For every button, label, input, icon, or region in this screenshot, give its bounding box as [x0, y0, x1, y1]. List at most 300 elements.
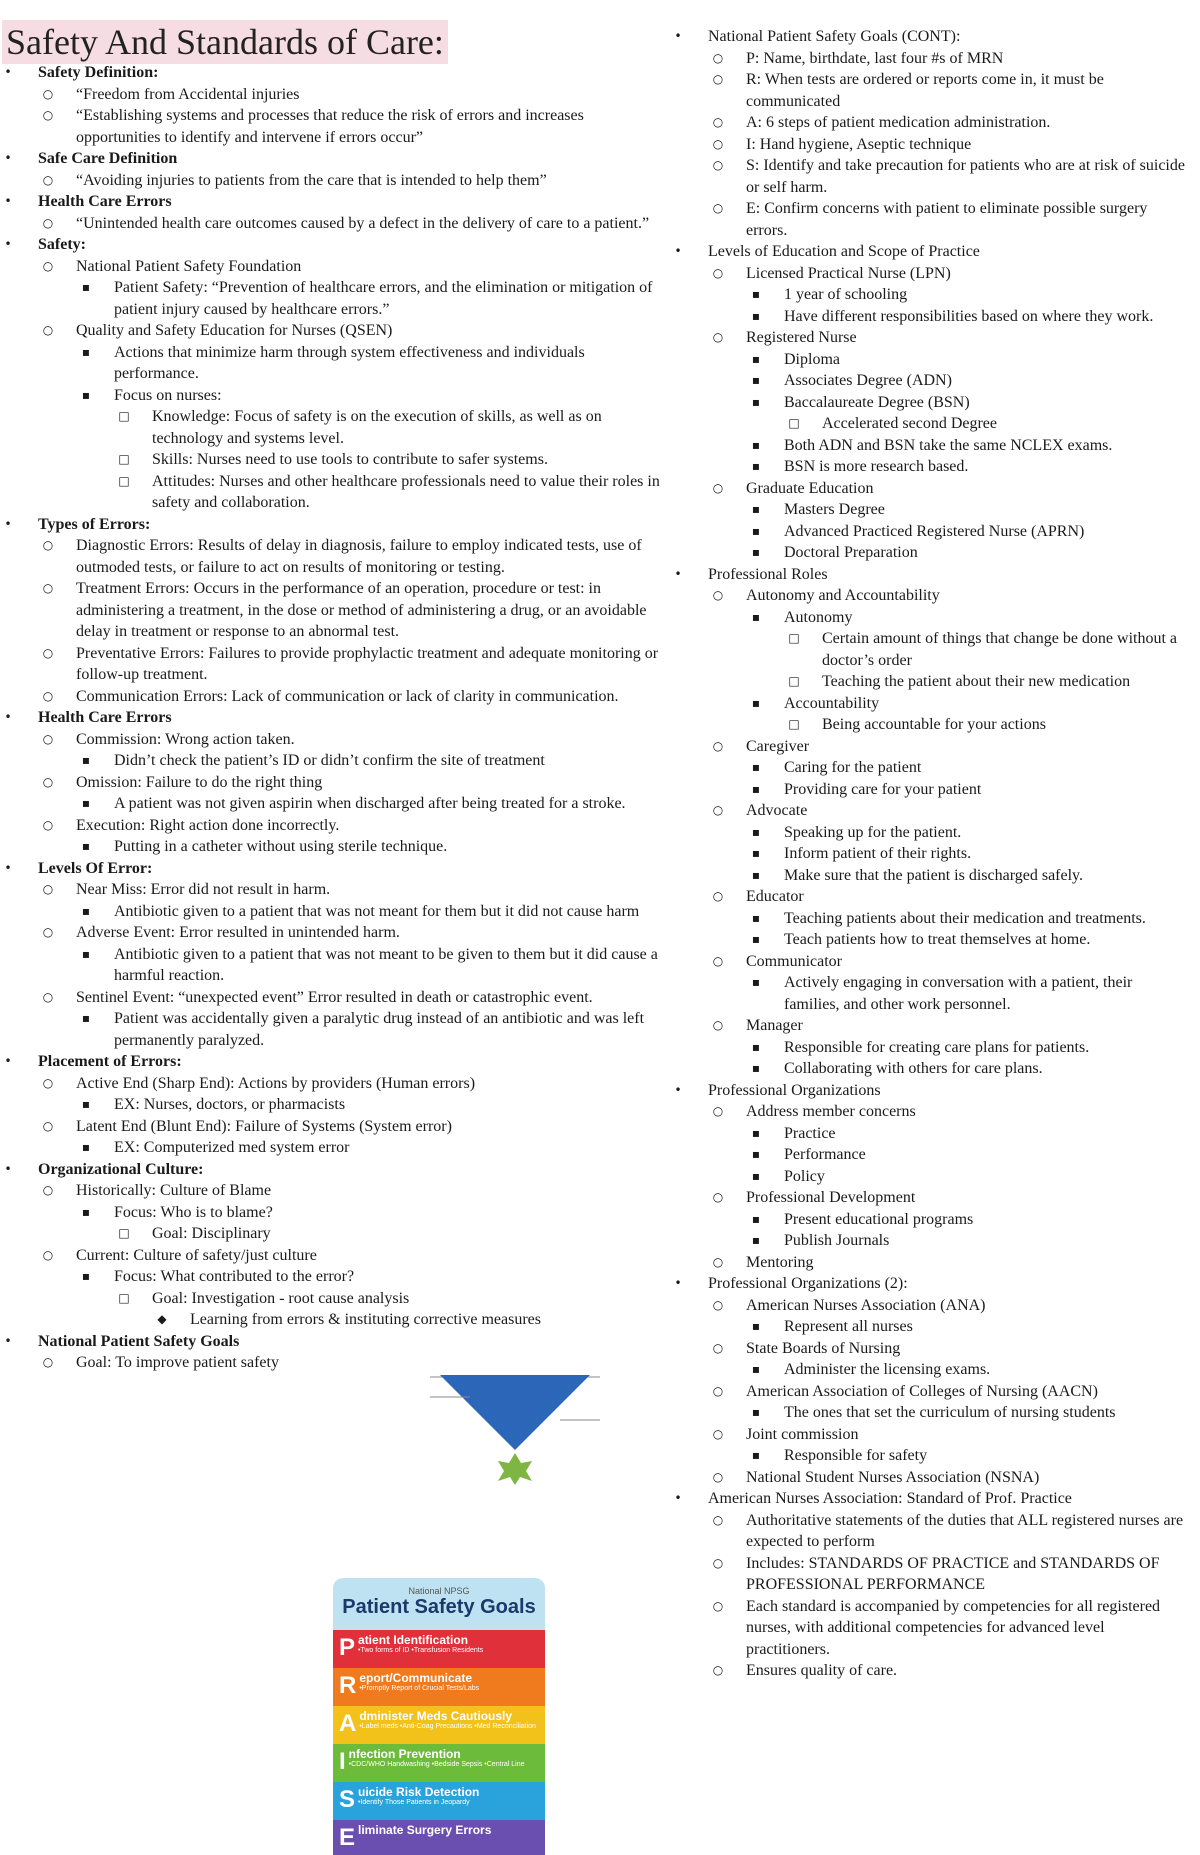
- list-item: [674, 564, 1188, 1080]
- bullet-icon: ○: [712, 1512, 724, 1527]
- bullet-icon: ▪: [81, 387, 91, 402]
- list-item: [712, 585, 1188, 736]
- list-item: [788, 413, 1188, 435]
- outline-list: [751, 1123, 1188, 1188]
- bullet-icon: •: [4, 710, 12, 724]
- list-item: [42, 1245, 666, 1331]
- bullet-icon: •: [4, 237, 12, 251]
- bullet-icon: ▪: [81, 839, 91, 853]
- psg-row: [333, 1820, 545, 1855]
- list-item: [712, 478, 1188, 564]
- list-item-text: Educator: [746, 888, 804, 905]
- list-item: [4, 62, 666, 148]
- bullet-icon: ▪: [751, 975, 761, 989]
- list-item-text: State Boards of Nursing: [746, 1339, 901, 1357]
- bullet-icon: ○: [712, 201, 724, 215]
- list-item-text: Autonomy and Accountability: [746, 587, 940, 604]
- psg-letter: E: [339, 1824, 356, 1851]
- bullet-icon: ▪: [751, 1448, 761, 1462]
- outline-list: [751, 284, 1188, 327]
- list-item-text: Performance: [784, 1146, 866, 1163]
- list-item: [712, 155, 1188, 198]
- list-item-text: Levels Of Error:: [38, 859, 153, 877]
- list-item: [751, 1166, 1188, 1188]
- list-item-text: Execution: Right action done incorrectly.: [76, 816, 340, 834]
- list-item: [42, 320, 666, 514]
- error-triangle-figure: [430, 1365, 600, 1485]
- list-item-text: Licensed Practical Nurse (LPN): [746, 264, 951, 282]
- list-item-text: “Avoiding injuries to patients from the care that is intended to help them”: [76, 171, 547, 189]
- bullet-icon: ▪: [751, 695, 761, 710]
- list-item: [712, 198, 1188, 241]
- psg-row: [333, 1630, 545, 1668]
- list-item-text: Authoritative statements of the duties that ALL registered nurses are expected to perform: [746, 1511, 1184, 1550]
- outline-list: [157, 1309, 666, 1331]
- bullet-icon: ▪: [751, 1405, 761, 1419]
- bullet-icon: ○: [42, 645, 54, 660]
- list-item-text: Treatment Errors: Occurs in the performance of an operation, procedure or test: in administering a treatment, in the dose or method of administering a drug, or an avoidable delay in treatment or response to an abnormal test.: [76, 580, 647, 640]
- list-item-text: National Patient Safety Goals: [38, 1332, 240, 1350]
- outline-list: [42, 256, 666, 514]
- list-item: [751, 499, 1188, 521]
- bullet-icon: ○: [42, 172, 54, 187]
- list-item: [712, 951, 1188, 1016]
- list-item: [4, 234, 666, 514]
- bullet-icon: ○: [42, 1183, 54, 1197]
- psg-sub: •Identify Those Patients in Jeopardy: [358, 1799, 470, 1806]
- list-item: [712, 1015, 1188, 1080]
- list-item-text: Doctoral Preparation: [784, 544, 918, 561]
- bullet-icon: ▪: [751, 545, 761, 559]
- bullet-icon: ▪: [81, 1097, 91, 1111]
- list-item-text: Practice: [784, 1124, 836, 1142]
- outline-list: [788, 714, 1188, 736]
- bullet-icon: •: [674, 1276, 682, 1290]
- list-item-text: Each standard is accompanied by competencies for all registered nurses, with additional competencies for advanced level practitioners.: [746, 1597, 1161, 1658]
- bullet-icon: ○: [712, 1383, 724, 1398]
- list-item-text: Levels of Education and Scope of Practice: [708, 243, 980, 260]
- list-item: [81, 944, 666, 987]
- list-item-text: Antibiotic given to a patient that was not meant to be given to them but it did cause a harmful reaction.: [114, 945, 658, 984]
- list-item-text: Mentoring: [746, 1253, 814, 1271]
- bullet-icon: ▪: [751, 1211, 761, 1226]
- bullet-icon: ○: [712, 330, 724, 344]
- sentinel-star: [498, 1453, 532, 1485]
- list-item: [751, 456, 1188, 478]
- list-item-text: Publish Journals: [784, 1232, 890, 1249]
- list-item-text: Antibiotic given to a patient that was not meant for them but it did not cause harm: [114, 902, 640, 920]
- list-item: [751, 1445, 1188, 1467]
- bullet-icon: ○: [712, 1297, 724, 1312]
- list-item-text: Teaching patients about their medication and treatments.: [784, 909, 1146, 927]
- outline-list: [788, 413, 1188, 435]
- list-item: [751, 865, 1188, 887]
- list-item-text: Patient was accidentally given a paralytic drug instead of an antibiotic and was left permanently paralyzed.: [114, 1010, 645, 1049]
- bullet-icon: ○: [712, 50, 724, 65]
- list-item: [712, 736, 1188, 801]
- psg-letter: P: [339, 1634, 356, 1661]
- list-item: [712, 1510, 1188, 1553]
- outline-list: [751, 349, 1188, 478]
- list-item-text: Baccalaureate Degree (BSN): [784, 393, 970, 411]
- list-item-text: Commission: Wrong action taken.: [76, 730, 295, 748]
- outline-list: [712, 1101, 1188, 1273]
- outline-list: [81, 1202, 666, 1245]
- list-item: [42, 643, 666, 686]
- list-item-text: Adverse Event: Error resulted in unintended harm.: [76, 924, 400, 941]
- list-item-text: Professional Organizations: [708, 1081, 881, 1099]
- list-item: [751, 908, 1188, 930]
- list-item-text: Focus: Who is to blame?: [114, 1203, 273, 1221]
- list-item: [42, 256, 666, 321]
- patient-safety-goals-figure: [333, 1578, 545, 1855]
- list-item-text: Communicator: [746, 952, 842, 970]
- bullet-icon: ▪: [751, 1319, 761, 1333]
- list-item-text: Present educational programs: [784, 1210, 974, 1228]
- bullet-icon: □: [788, 416, 800, 430]
- list-item: [751, 1058, 1188, 1080]
- list-item-text: I: Hand hygiene, Aseptic technique: [746, 135, 972, 153]
- psg-label: eport/Communicate: [359, 1671, 473, 1685]
- list-item: [712, 69, 1188, 112]
- list-item-text: Diploma: [784, 350, 840, 368]
- list-item: [712, 800, 1188, 886]
- list-item: [751, 1402, 1188, 1424]
- bullet-icon: ▪: [751, 910, 761, 925]
- outline-list: [712, 263, 1188, 564]
- list-item-text: Putting in a catheter without using sterile technique.: [114, 838, 448, 855]
- bullet-icon: ○: [42, 258, 54, 273]
- list-item: [81, 750, 666, 772]
- bullet-icon: ○: [42, 688, 54, 703]
- list-item: [4, 1051, 666, 1159]
- outline-list: [42, 170, 666, 192]
- list-item-text: Manager: [746, 1017, 803, 1034]
- list-item: [751, 1123, 1188, 1145]
- list-item: [712, 1660, 1188, 1682]
- list-item: [118, 1288, 666, 1331]
- psg-sub: •Label meds •Anti-Coag Precautions •Med Reconciliation: [359, 1723, 536, 1730]
- psg-label: dminister Meds Cautiously: [359, 1709, 513, 1723]
- list-item-text: Being accountable for your actions: [822, 716, 1046, 733]
- bullet-icon: •: [4, 194, 12, 208]
- list-item-text: Diagnostic Errors: Results of delay in diagnosis, failure to employ indicated tests, use of outmoded tests, or failure to act on results of monitoring or testing.: [76, 537, 642, 576]
- outline-list: [751, 1316, 1188, 1338]
- bullet-icon: ▪: [751, 394, 761, 409]
- bullet-icon: •: [674, 244, 682, 258]
- list-item: [751, 542, 1188, 564]
- outline-list: [712, 585, 1188, 1080]
- list-item: [712, 1187, 1188, 1252]
- list-item-text: BSN is more research based.: [784, 458, 969, 475]
- psg-sub: •Two forms of ID •Transfusion Residents: [358, 1647, 484, 1654]
- bullet-icon: ▪: [751, 1168, 761, 1183]
- list-item: [42, 686, 666, 708]
- list-item-text: A patient was not given aspirin when discharged after being treated for a stroke.: [114, 795, 626, 812]
- bullet-icon: ▪: [751, 1061, 761, 1075]
- list-item-text: EX: Nurses, doctors, or pharmacists: [114, 1096, 346, 1113]
- bullet-icon: •: [4, 1333, 12, 1348]
- bullet-icon: •: [674, 1082, 682, 1097]
- outline-list: [751, 822, 1188, 887]
- bullet-icon: ○: [42, 774, 54, 789]
- bullet-icon: ○: [712, 953, 724, 968]
- list-item-text: Health Care Errors: [38, 193, 172, 210]
- list-item: [751, 1230, 1188, 1252]
- list-item: [751, 693, 1188, 736]
- psg-sub: •CDC/WHO Handwashing •Bedside Sepsis •Central Line: [348, 1761, 525, 1768]
- outline-list: [81, 342, 666, 514]
- list-item-text: “Establishing systems and processes that reduce the risk of errors and increases opportunities to identify and intervene if errors occur”: [76, 107, 584, 146]
- psg-row: [333, 1668, 545, 1706]
- list-item-text: Historically: Culture of Blame: [76, 1182, 272, 1199]
- outline-list: [81, 1266, 666, 1331]
- bullet-icon: ▪: [81, 903, 91, 918]
- outline-list: [118, 1288, 666, 1331]
- list-item: [751, 284, 1188, 306]
- list-item-text: Masters Degree: [784, 501, 885, 518]
- list-item: [788, 628, 1188, 671]
- list-item-text: Professional Development: [746, 1189, 916, 1206]
- bullet-icon: ○: [712, 803, 724, 817]
- list-item-text: Knowledge: Focus of safety is on the execution of skills, as well as on technology and systems level.: [152, 408, 602, 447]
- bullet-icon: ○: [712, 1555, 724, 1570]
- list-item-text: Latent End (Blunt End): Failure of Systems (System error): [76, 1117, 452, 1135]
- list-item-text: National Student Nurses Association (NSNA): [746, 1468, 1040, 1486]
- bullet-icon: ○: [712, 1598, 724, 1613]
- list-item: [751, 435, 1188, 457]
- bullet-icon: ▪: [751, 351, 761, 366]
- list-item: [751, 349, 1188, 371]
- bullet-icon: ▪: [751, 1362, 761, 1376]
- bullet-icon: •: [4, 860, 12, 875]
- list-item-text: Near Miss: Error did not result in harm.: [76, 881, 331, 898]
- bullet-icon: ▪: [751, 1147, 761, 1161]
- list-item: [788, 714, 1188, 736]
- outline-list: [81, 1094, 666, 1116]
- list-item: [788, 671, 1188, 693]
- list-item: [712, 1338, 1188, 1381]
- bullet-icon: •: [4, 1161, 12, 1176]
- psg-label: nfection Prevention: [348, 1747, 461, 1761]
- outline-list: [81, 901, 666, 923]
- outline-list: [81, 836, 666, 858]
- bullet-icon: □: [118, 1226, 130, 1240]
- list-item: [712, 1101, 1188, 1187]
- bullet-icon: ○: [712, 72, 724, 86]
- list-item: [712, 1424, 1188, 1467]
- list-item-text: Speaking up for the patient.: [784, 823, 962, 841]
- outline-list: [4, 62, 666, 1374]
- list-item-text: American Association of Colleges of Nursing (AACN): [746, 1382, 1098, 1400]
- list-item: [42, 535, 666, 578]
- outline-list: [42, 1180, 666, 1331]
- bullet-icon: •: [4, 65, 12, 79]
- list-item: [751, 779, 1188, 801]
- list-item: [751, 1316, 1188, 1338]
- bullet-icon: ▪: [751, 1039, 761, 1054]
- list-item: [42, 1116, 666, 1159]
- list-item: [81, 793, 666, 815]
- list-item-text: Accountability: [784, 694, 880, 712]
- bullet-icon: •: [4, 516, 12, 531]
- list-item: [81, 1202, 666, 1245]
- psg-header: [333, 1578, 545, 1630]
- bullet-icon: •: [4, 151, 12, 165]
- list-item: [751, 822, 1188, 844]
- list-item: [751, 843, 1188, 865]
- bullet-icon: ▪: [751, 1233, 761, 1247]
- list-item-text: Teach patients how to treat themselves at home.: [784, 931, 1091, 948]
- list-item: [712, 886, 1188, 951]
- outline-list: [81, 1137, 666, 1159]
- list-item-text: Have different responsibilities based on where they work.: [784, 307, 1154, 325]
- list-item: [751, 392, 1188, 435]
- outline-list: [788, 628, 1188, 693]
- list-item-text: Focus: What contributed to the error?: [114, 1268, 355, 1285]
- bullet-icon: ○: [712, 115, 724, 129]
- bullet-icon: ○: [712, 1254, 724, 1269]
- list-item: [42, 772, 666, 815]
- list-item-text: Includes: STANDARDS OF PRACTICE and STANDARDS OF PROFESSIONAL PERFORMANCE: [746, 1554, 1160, 1593]
- list-item: [81, 277, 666, 320]
- list-item: [751, 306, 1188, 328]
- list-item: [81, 342, 666, 385]
- bullet-icon: ○: [42, 1075, 54, 1090]
- psg-row: [333, 1782, 545, 1820]
- bullet-icon: □: [118, 473, 130, 488]
- bullet-icon: ○: [42, 108, 54, 122]
- list-item: [81, 836, 666, 858]
- outline-list: [712, 1510, 1188, 1682]
- bullet-icon: •: [674, 29, 682, 43]
- bullet-icon: ▪: [751, 437, 761, 452]
- list-item-text: American Nurses Association (ANA): [746, 1296, 986, 1314]
- bullet-icon: ▪: [751, 932, 761, 946]
- list-item-text: P: Name, birthdate, last four #s of MRN: [746, 49, 1004, 67]
- list-item-text: Safety Definition:: [38, 64, 159, 81]
- bullet-icon: ◆: [157, 1312, 167, 1326]
- outline-list: [751, 757, 1188, 800]
- bullet-icon: ○: [712, 158, 724, 172]
- list-item-text: EX: Computerized med system error: [114, 1139, 350, 1156]
- bullet-icon: ○: [42, 538, 54, 552]
- list-item: [4, 858, 666, 1052]
- list-item-text: Make sure that the patient is discharged safely.: [784, 866, 1084, 884]
- list-item-text: Caregiver: [746, 737, 810, 755]
- list-item: [42, 987, 666, 1052]
- outline-list: [42, 879, 666, 1051]
- list-item: [751, 370, 1188, 392]
- list-item: [751, 1037, 1188, 1059]
- list-item: [712, 1381, 1188, 1424]
- bullet-icon: ○: [712, 265, 724, 280]
- outline-list: [42, 84, 666, 149]
- bullet-icon: ▪: [81, 1140, 91, 1154]
- list-item: [674, 1488, 1188, 1682]
- bullet-icon: ▪: [81, 344, 91, 359]
- list-item: [4, 707, 666, 858]
- list-item: [81, 385, 666, 514]
- list-item-text: Ensures quality of care.: [746, 1662, 898, 1679]
- bullet-icon: ▪: [81, 946, 91, 961]
- bullet-icon: ○: [42, 817, 54, 832]
- list-item-text: Safety:: [38, 236, 86, 253]
- outline-list: [751, 1359, 1188, 1381]
- outline-list: [751, 1037, 1188, 1080]
- psg-label: atient Identification: [358, 1633, 469, 1647]
- list-item: [751, 757, 1188, 779]
- bullet-icon: ▪: [751, 824, 761, 839]
- list-item: [674, 1080, 1188, 1274]
- outline-list: [751, 908, 1188, 951]
- bullet-icon: ▪: [81, 1011, 91, 1025]
- bullet-icon: ▪: [751, 373, 761, 387]
- bullet-icon: ○: [42, 882, 54, 896]
- list-item-text: Address member concerns: [746, 1103, 916, 1120]
- bullet-icon: ▪: [81, 1204, 91, 1219]
- list-item-text: Actively engaging in conversation with a patient, their families, and other work personnel.: [784, 974, 1133, 1013]
- bullet-icon: □: [118, 452, 130, 466]
- list-item: [81, 1094, 666, 1116]
- list-item-text: Teaching the patient about their new medication: [822, 673, 1131, 690]
- list-item: [42, 815, 666, 858]
- bullet-icon: ▪: [81, 753, 91, 767]
- list-item-text: R: When tests are ordered or reports come in, it must be communicated: [746, 71, 1104, 110]
- list-item: [674, 241, 1188, 564]
- list-item: [751, 929, 1188, 951]
- bullet-icon: ▪: [81, 796, 91, 810]
- list-item: [118, 471, 666, 514]
- outline-list: [81, 944, 666, 987]
- list-item-text: Types of Errors:: [38, 515, 151, 533]
- list-item-text: Responsible for safety: [784, 1447, 928, 1464]
- list-item-text: Professional Organizations (2):: [708, 1275, 908, 1292]
- bullet-icon: ○: [712, 889, 724, 903]
- bullet-icon: ○: [42, 1355, 54, 1369]
- outline-list: [674, 26, 1188, 1682]
- psg-sub: •Promptly Report of Crucial Tests/Labs: [359, 1685, 480, 1692]
- list-item: [674, 26, 1188, 241]
- list-item: [712, 48, 1188, 70]
- list-item: [751, 607, 1188, 693]
- list-item: [42, 578, 666, 643]
- bullet-icon: •: [674, 1491, 682, 1505]
- list-item-text: Patient Safety: “Prevention of healthcare errors, and the elimination or mitigation of patient injury caused by healthcare errors.”: [114, 279, 653, 318]
- bullet-icon: ○: [42, 215, 54, 230]
- list-item-text: Providing care for your patient: [784, 780, 982, 798]
- bullet-icon: ▪: [751, 502, 761, 516]
- bullet-icon: ▪: [81, 280, 91, 294]
- list-item-text: Autonomy: [784, 608, 853, 626]
- list-item: [42, 729, 666, 772]
- bullet-icon: ○: [42, 731, 54, 746]
- outline-list: [81, 750, 666, 772]
- outline-list: [712, 48, 1188, 242]
- outline-list: [81, 793, 666, 815]
- bullet-icon: ○: [42, 989, 54, 1004]
- list-item-text: Safe Care Definition: [38, 150, 178, 167]
- list-item-text: S: Identify and take precaution for patients who are at risk of suicide or self harm.: [746, 157, 1185, 196]
- outline-list: [751, 607, 1188, 736]
- bullet-icon: ○: [712, 1104, 724, 1118]
- list-item-text: Learning from errors & instituting corrective measures: [190, 1311, 541, 1328]
- outline-list: [81, 277, 666, 320]
- list-item-text: Accelerated second Degree: [822, 415, 997, 432]
- list-item: [42, 105, 666, 148]
- list-item: [4, 191, 666, 234]
- right-column: [674, 26, 1188, 1682]
